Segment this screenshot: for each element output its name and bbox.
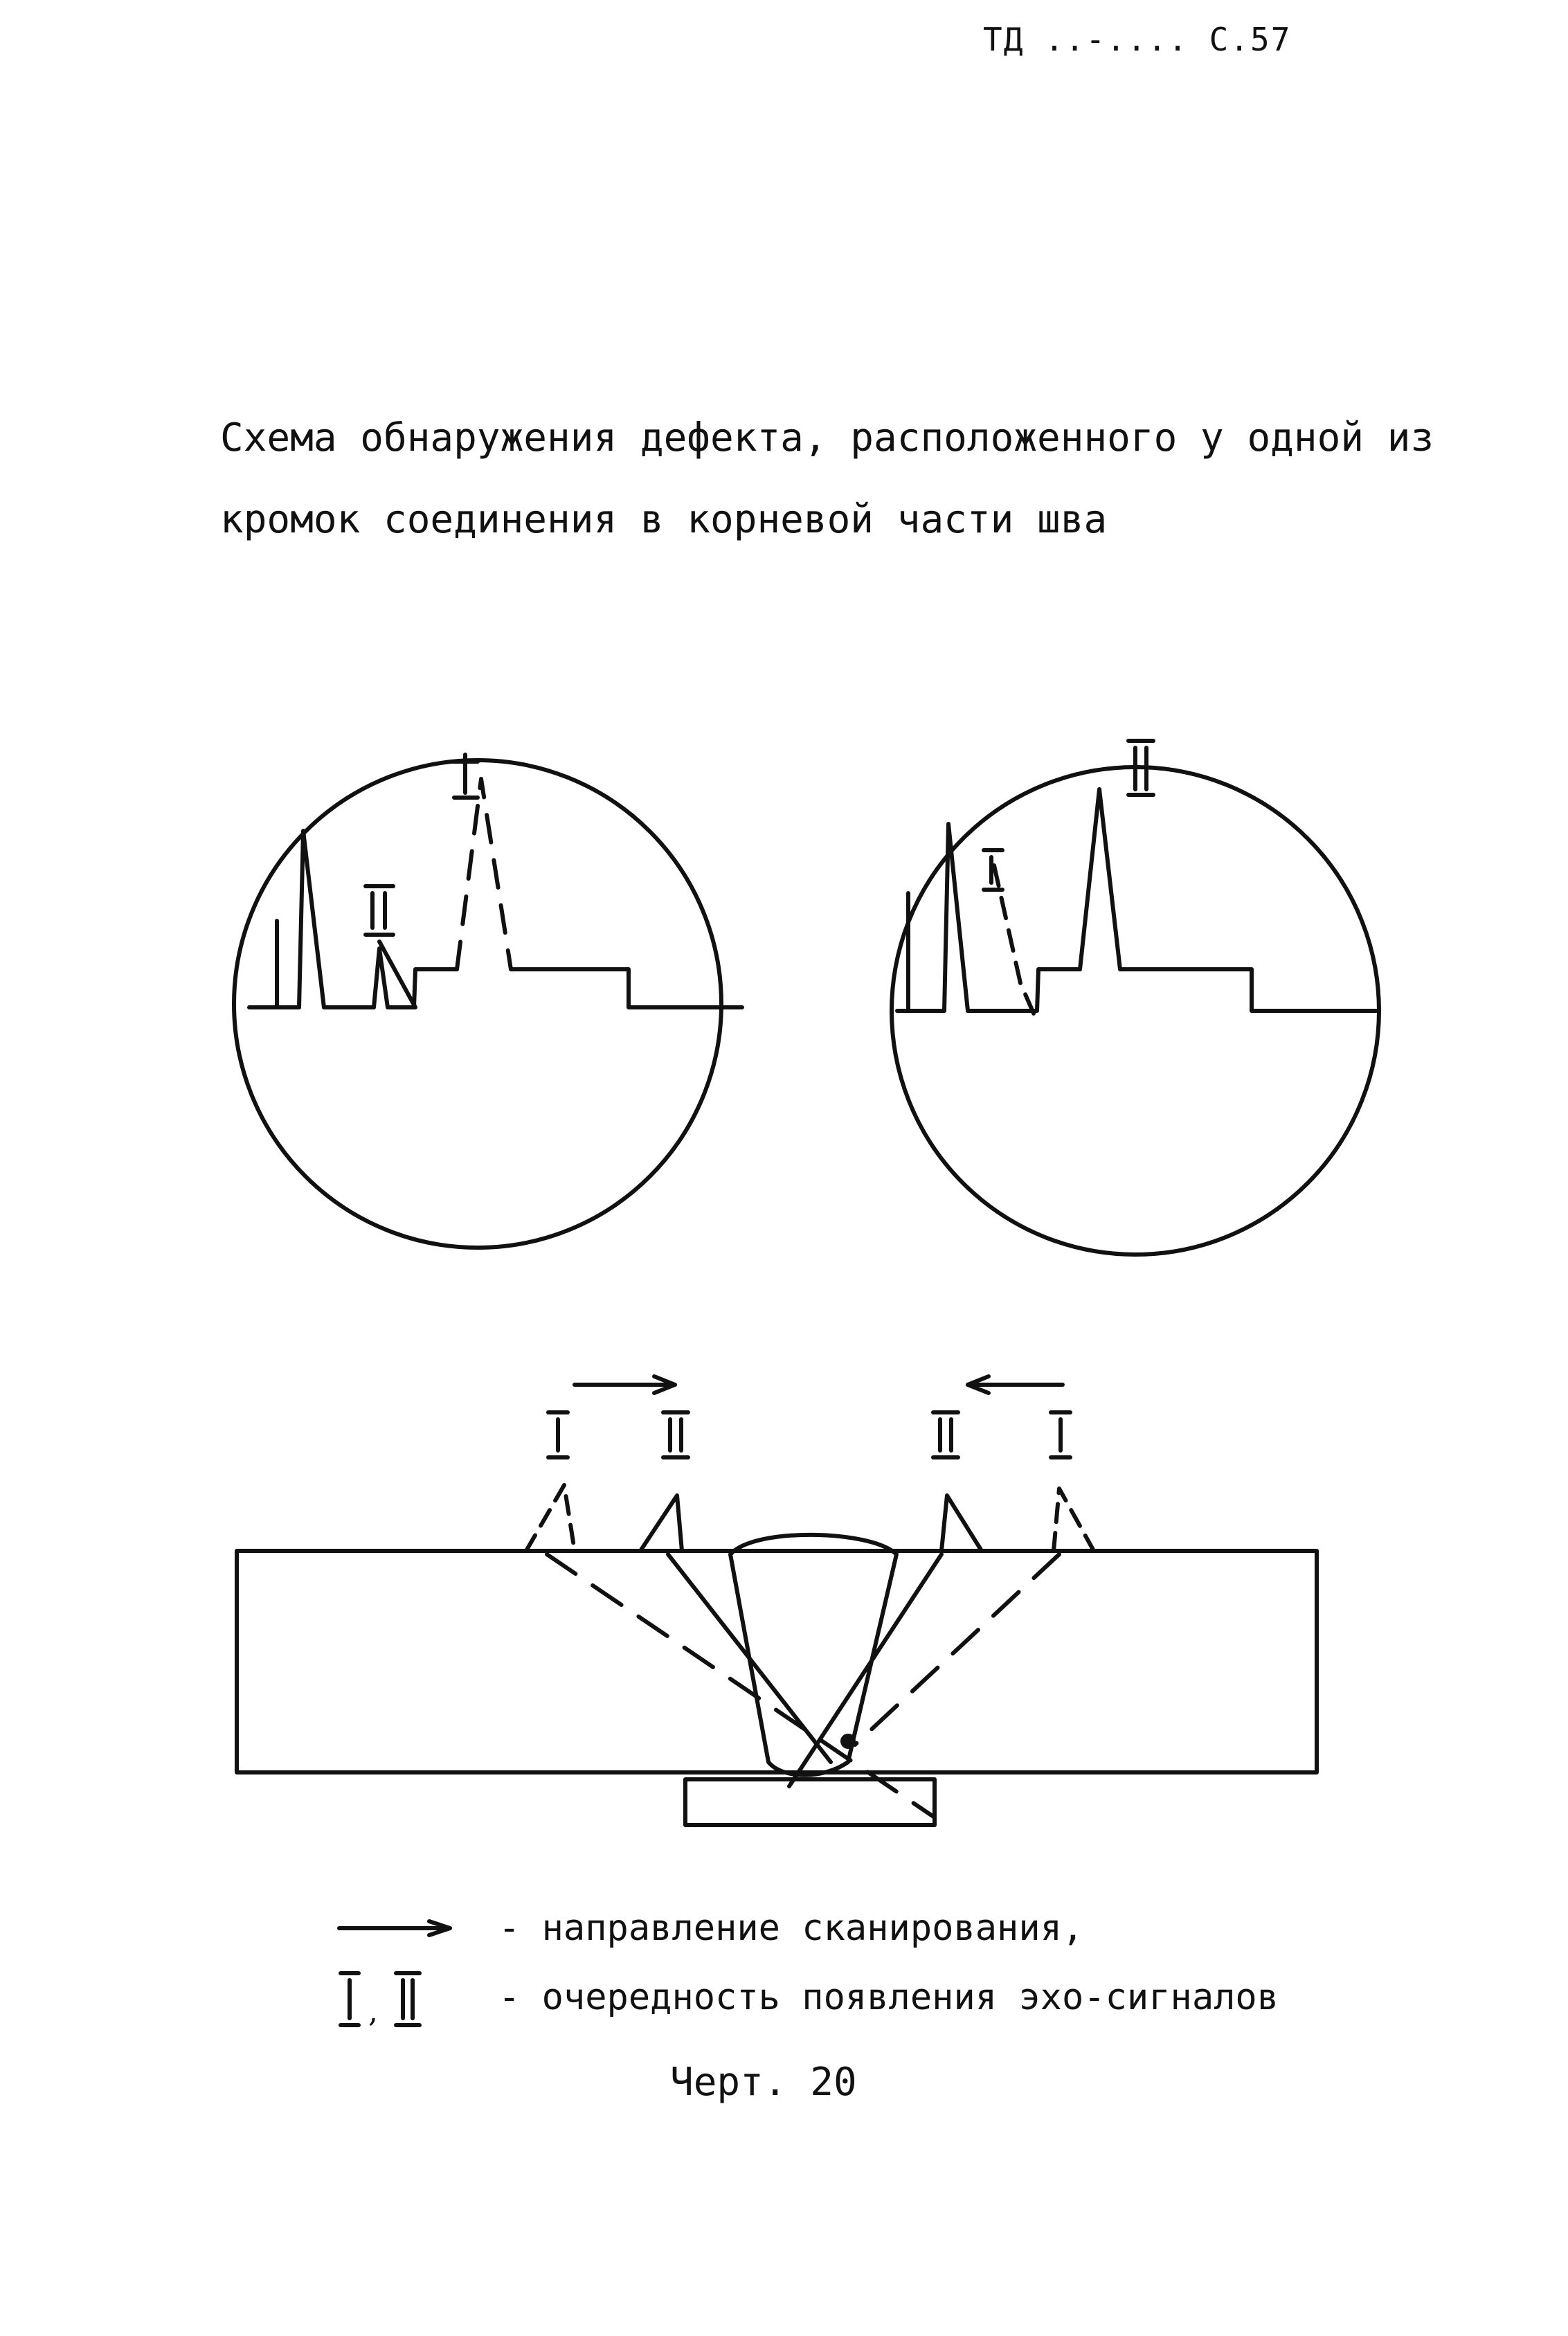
legend-symbols (339, 1921, 450, 2029)
steel-plate (237, 1551, 1317, 1772)
left-screen-circle (234, 760, 721, 1248)
weld-joint-cross-section (237, 1376, 1317, 1825)
probe-i-left-signal (526, 1485, 575, 1551)
legend-scan-direction: - направление сканирования, (498, 1907, 1084, 1949)
figure-caption: Черт. 20 (670, 2060, 857, 2105)
document-reference: ТД ..-.... С.57 (983, 21, 1292, 58)
beam-ii-right (789, 1554, 941, 1786)
probe-ii-left-signal (640, 1495, 682, 1551)
left-echo-i (457, 779, 511, 969)
backing-strip (685, 1779, 935, 1825)
beam-i-right (855, 1554, 1059, 1745)
probe-ii-right-signal (941, 1495, 982, 1551)
svg-text:,: , (368, 1994, 378, 2029)
right-oscilloscope-screen (892, 741, 1379, 1255)
left-oscilloscope-screen (234, 755, 742, 1248)
figure-title-line-1: Схема обнаружения дефекта, расположенного у одной из (220, 415, 1434, 460)
right-screen-baseline (897, 789, 1378, 1011)
root-defect (842, 1736, 854, 1747)
probe-i-right-signal (1054, 1489, 1094, 1551)
left-screen-baseline (249, 831, 457, 1007)
legend-echo-order: - очередность появления эхо-сигналов (498, 1977, 1279, 2018)
beam-ii-left (668, 1554, 831, 1762)
figure-title-line-2: кромок соединения в корневой части шва (220, 497, 1108, 542)
